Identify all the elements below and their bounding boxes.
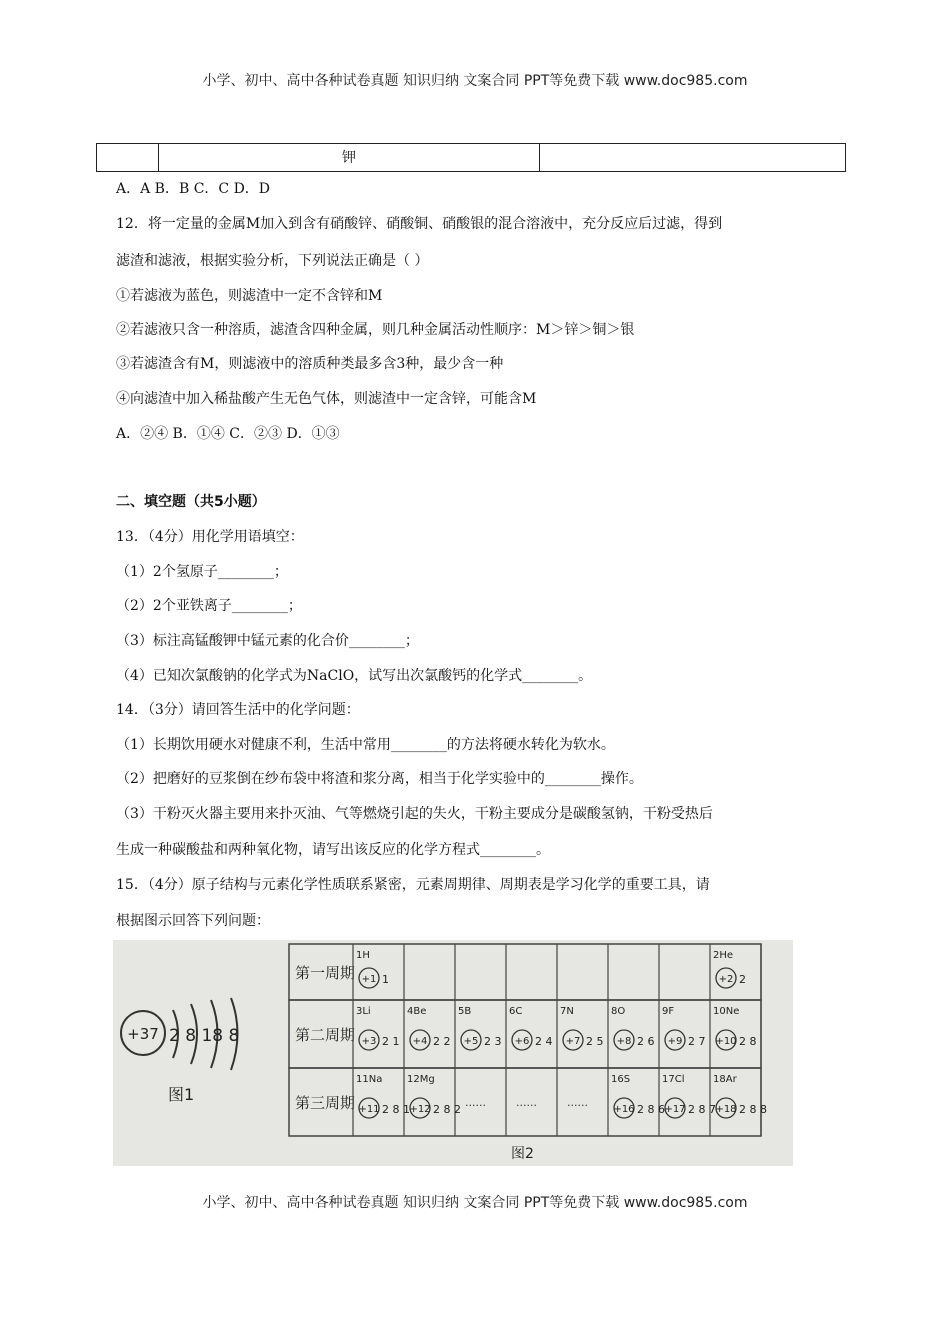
q15-stem-line1: 15．（4分）原子结构与元素化学性质联系紧密，元素周期律、周期表是学习化学的重要工具，请 bbox=[116, 877, 710, 893]
element-symbol: 10Ne bbox=[713, 1006, 740, 1017]
element-symbol: 5B bbox=[458, 1006, 472, 1017]
element-nucleus: +8 bbox=[616, 1036, 632, 1047]
element-shells: 2 2 bbox=[433, 1035, 451, 1048]
element-symbol: 4Be bbox=[407, 1006, 427, 1017]
element-symbol: 17Cl bbox=[662, 1074, 685, 1085]
element-placeholder: ...... bbox=[516, 1096, 537, 1109]
q12-statement-1: ①若滤液为蓝色，则滤渣中一定不含锌和M bbox=[116, 288, 383, 304]
q14-part-2: （2）把磨好的豆浆倒在纱布袋中将渣和浆分离，相当于化学实验中的________操作。 bbox=[116, 771, 643, 787]
q12-stem-line2: 滤渣和滤液，根据实验分析，下列说法正确是（ ） bbox=[116, 253, 429, 269]
element-nucleus: +18 bbox=[715, 1104, 737, 1115]
element-symbol: 18Ar bbox=[713, 1074, 737, 1085]
element-nucleus: +10 bbox=[715, 1036, 737, 1047]
q12-statement-4: ④向滤渣中加入稀盐酸产生无色气体，则滤渣中一定含锌，可能含M bbox=[116, 391, 537, 407]
q13-part-3: （3）标注高锰酸钾中锰元素的化合价________； bbox=[116, 633, 419, 649]
q12-options: A．②④ B．①④ C．②③ D．①③ bbox=[116, 426, 340, 442]
table-cell-text: 钾 bbox=[342, 150, 356, 166]
element-shells: 2 bbox=[739, 973, 746, 986]
element-shells: 2 4 bbox=[535, 1035, 553, 1048]
table-divider bbox=[158, 144, 159, 171]
fig1-atom bbox=[121, 998, 239, 1104]
element-symbol: 12Mg bbox=[407, 1074, 435, 1085]
element-placeholder: ...... bbox=[567, 1096, 588, 1109]
element-shells: 2 6 bbox=[637, 1035, 655, 1048]
fig1-shells: 2 8 18 8 bbox=[169, 1026, 240, 1046]
element-symbol: 1H bbox=[356, 950, 370, 961]
element-nucleus: +9 bbox=[667, 1036, 683, 1047]
element-shells: 2 8 2 bbox=[433, 1103, 461, 1116]
element-shells: 2 8 1 bbox=[382, 1103, 410, 1116]
element-nucleus: +3 bbox=[361, 1036, 377, 1047]
element-nucleus: +7 bbox=[565, 1036, 581, 1047]
element-shells: 2 3 bbox=[484, 1035, 502, 1048]
element-symbol: 6C bbox=[509, 1006, 523, 1017]
element-nucleus: +1 bbox=[361, 974, 377, 985]
page-header: 小学、初中、高中各种试卷真题 知识归纳 文案合同 PPT等免费下载 www.doc985.com bbox=[202, 73, 748, 89]
element-shells: 2 1 bbox=[382, 1035, 400, 1048]
fig2-caption: 图2 bbox=[511, 1146, 534, 1162]
q13-stem: 13．（4分）用化学用语填空： bbox=[116, 529, 304, 545]
element-nucleus: +2 bbox=[718, 974, 734, 985]
element-nucleus: +6 bbox=[514, 1036, 530, 1047]
element-nucleus: +4 bbox=[412, 1036, 428, 1047]
element-shells: 2 5 bbox=[586, 1035, 604, 1048]
element-shells: 2 8 bbox=[739, 1035, 757, 1048]
element-shells: 2 8 7 bbox=[688, 1103, 716, 1116]
element-nucleus: +16 bbox=[613, 1104, 635, 1115]
q13-part-4: （4）已知次氯酸钠的化学式为NaClO，试写出次氯酸钙的化学式________。 bbox=[116, 668, 593, 684]
element-shells: 2 7 bbox=[688, 1035, 706, 1048]
fig1-nucleus: +37 bbox=[127, 1025, 159, 1043]
q14-part-3a: （3）干粉灭火器主要用来扑灭油、气等燃烧引起的失火，干粉主要成分是碳酸氢钠，干粉受热后 bbox=[116, 806, 713, 822]
period-label: 第三周期 bbox=[295, 1094, 356, 1112]
period-label: 第一周期 bbox=[295, 964, 356, 982]
fig1-caption: 图1 bbox=[168, 1085, 195, 1104]
section-2-title: 二、填空题（共5小题） bbox=[116, 494, 266, 510]
q13-part-1: （1）2个氢原子________； bbox=[116, 564, 288, 580]
element-symbol: 11Na bbox=[356, 1074, 383, 1085]
page-footer: 小学、初中、高中各种试卷真题 知识归纳 文案合同 PPT等免费下载 www.doc985.com bbox=[202, 1195, 748, 1211]
element-placeholder: ...... bbox=[465, 1096, 486, 1109]
q14-stem: 14．（3分）请回答生活中的化学问题： bbox=[116, 702, 360, 718]
period-label: 第二周期 bbox=[295, 1026, 356, 1044]
figure-svg bbox=[113, 940, 793, 1166]
q15-stem-line2: 根据图示回答下列问题： bbox=[116, 913, 270, 929]
atomic-structure-figure bbox=[113, 940, 793, 1166]
element-symbol: 8O bbox=[611, 1006, 626, 1017]
answer-table-row bbox=[96, 143, 846, 172]
element-shells: 2 8 8 bbox=[739, 1103, 767, 1116]
element-symbol: 9F bbox=[662, 1006, 675, 1017]
q12-statement-3: ③若滤渣含有M，则滤液中的溶质种类最多含3种，最少含一种 bbox=[116, 356, 504, 372]
element-nucleus: +5 bbox=[463, 1036, 479, 1047]
element-symbol: 16S bbox=[611, 1074, 631, 1085]
element-symbol: 3Li bbox=[356, 1006, 371, 1017]
q14-part-1: （1）长期饮用硬水对健康不利，生活中常用________的方法将硬水转化为软水。 bbox=[116, 737, 615, 753]
fig2-periodic-table bbox=[289, 944, 767, 1136]
element-symbol: 2He bbox=[713, 950, 734, 961]
table-divider bbox=[539, 144, 540, 171]
element-nucleus: +11 bbox=[358, 1104, 380, 1115]
element-shells: 2 8 6 bbox=[637, 1103, 665, 1116]
element-shells: 1 bbox=[382, 973, 389, 986]
element-nucleus: +17 bbox=[664, 1104, 686, 1115]
element-symbol: 7N bbox=[560, 1006, 574, 1017]
q13-part-2: （2）2个亚铁离子________； bbox=[116, 598, 302, 614]
q12-statement-2: ②若滤液只含一种溶质，滤渣含四种金属，则几种金属活动性顺序：M＞锌＞铜＞银 bbox=[116, 322, 635, 338]
q14-part-3b: 生成一种碳酸盐和两种氧化物，请写出该反应的化学方程式________。 bbox=[116, 842, 550, 858]
q11-options: A．A B．B C．C D．D bbox=[116, 181, 271, 197]
element-nucleus: +12 bbox=[409, 1104, 431, 1115]
q12-stem-line1: 12．将一定量的金属M加入到含有硝酸锌、硝酸铜、硝酸银的混合溶液中，充分反应后过滤，得到 bbox=[116, 216, 723, 232]
